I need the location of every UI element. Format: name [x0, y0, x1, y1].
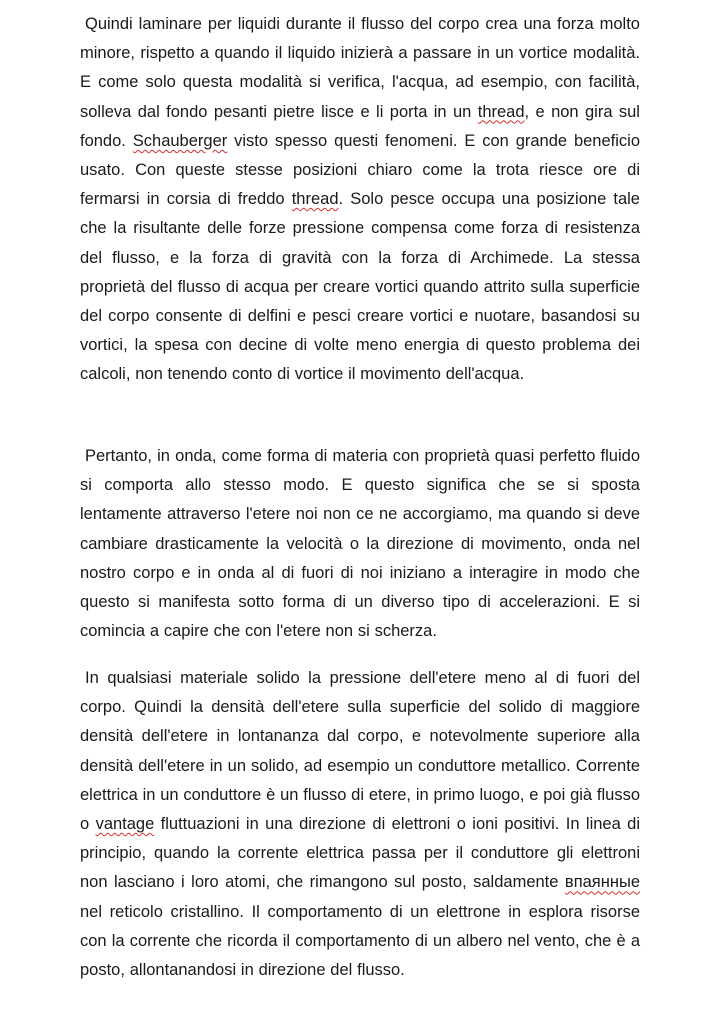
text-run: . Solo pesce occupa una posizione tale che la risultante delle forze pressione compensa come forza di resistenza del flusso, e la forza di gravità con la forza di Archimede. La stessa proprietà del flusso di acqua per creare vortici quando attrito sulla superficie del corpo consente di delfini e pesci creare vortici e nuotare, basandosi su vortici, la spesa con decine di volte meno energia di questo problema dei calcoli, non tenendo conto di vortice il movimento dell'acqua. [80, 190, 640, 384]
text-run: Quindi laminare per liquidi durante il flusso del corpo crea una forza molto minore, rispetto a quando il liquido inizierà a passare in un vortice modalità. E come solo questa modalità si verifica, l'acqua, ad esempio, con facilità, solleva dal fondo pesanti pietre lisce e li porta in un [80, 15, 640, 121]
spellcheck-flagged-word[interactable]: Schauberger [132, 131, 228, 150]
spellcheck-flagged-word[interactable]: впаянные [564, 873, 640, 892]
text-run: fluttuazioni in una direzione di elettroni o ioni positivi. In linea di principio, quando la corrente elettrica passa per il conduttore gli elettroni non lasciano i loro atomi, che rimangono sul posto, saldamente [80, 815, 640, 892]
text-run: nel reticolo cristallino. Il comportamento di un elettrone in esplora risorse con la corrente che ricorda il comportamento di un albero nel vento, che è a posto, allontanandosi in direzione del flusso. [80, 902, 640, 980]
text-run: In qualsiasi materiale solido la pressione dell'etere meno al di fuori del corpo. Quindi la densità dell'etere sulla superficie del solido di maggiore densità dell'etere in lontananza dal corpo, e notevolmente superiore alla densità dell'etere in un solido, ad esempio un conduttore metallico. Corrente elettrica in un conduttore è un flusso di etere, in primo luogo, e poi già flusso o [80, 669, 640, 834]
paragraph-2 [80, 442, 640, 646]
spellcheck-flagged-word[interactable]: thread [291, 190, 339, 209]
text-run: , e non gira sul fondo. [80, 102, 640, 150]
text-run: Pertanto, in onda, come forma di materia con proprietà quasi perfetto fluido si comporta allo stesso modo. E questo significa che se si sposta lentamente attraverso l'etere noi non ce ne accorgiamo, ma quando si deve cambiare drasticamente la velocità o la direzione di movimento, onda nel nostro corpo e in onda al di fuori di noi iniziano a interagire in modo che questo si manifesta sotto forma di un diverso tipo di accelerazioni. E si comincia a capire che con l'etere non si scherza. [80, 447, 640, 641]
spellcheck-flagged-word[interactable]: thread [477, 102, 525, 121]
spellcheck-flagged-word[interactable]: vantage [95, 815, 155, 834]
text-run: visto spesso questi fenomeni. E con grande beneficio usato. Con queste stesse posizioni chiaro come la trota riesce ore di fermarsi in corsia di freddo [80, 131, 640, 209]
paragraph-3 [80, 664, 640, 985]
paragraph-1 [80, 10, 640, 390]
